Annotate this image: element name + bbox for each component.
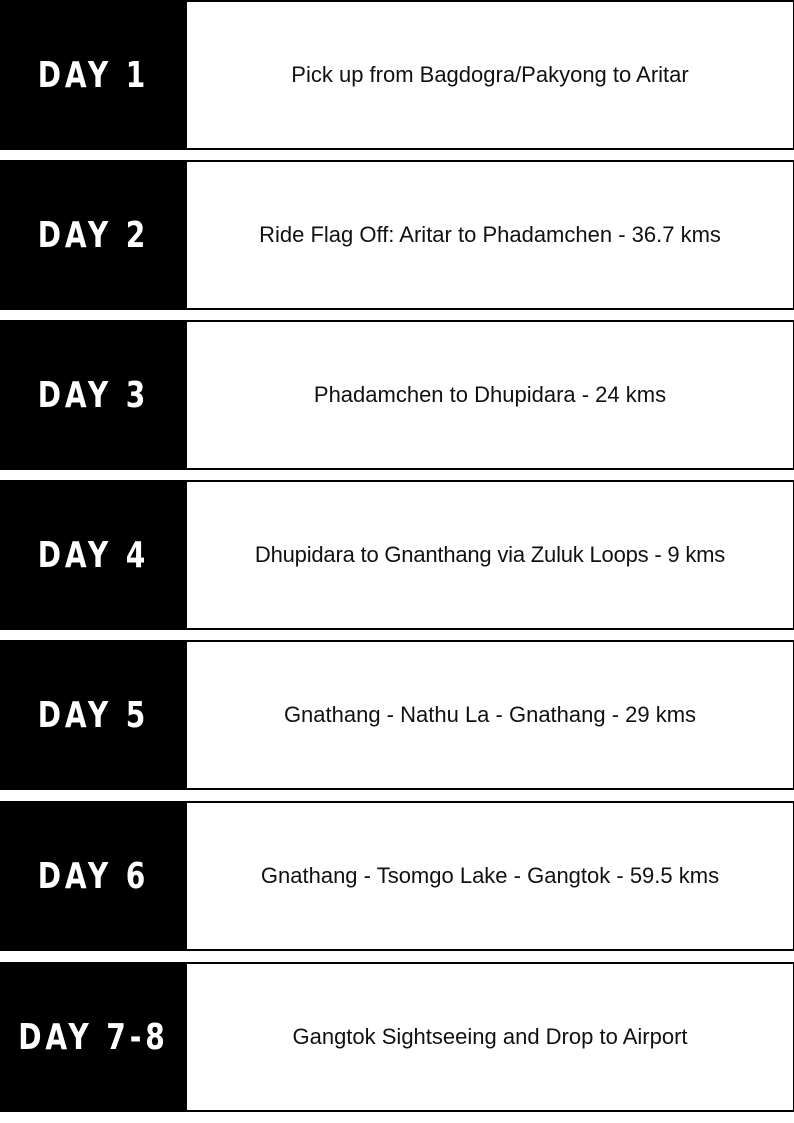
day-label: DAY 6: [37, 855, 150, 897]
day-label-block: [0, 160, 187, 310]
day-description: Dhupidara to Gnanthang via Zuluk Loops - 9 kms: [254, 542, 726, 567]
day-description: Pick up from Bagdogra/Pakyong to Aritar: [291, 62, 689, 87]
day-label-block: [0, 320, 187, 470]
day-label: DAY 3: [37, 374, 150, 416]
day-description: Gnathang - Nathu La - Gnathang - 29 kms: [283, 702, 697, 727]
itinerary-row-day-3: [0, 320, 794, 470]
day-label: DAY 4: [37, 534, 150, 576]
day-label-block: [0, 962, 187, 1112]
day-description: Gnathang - Tsomgo Lake - Gangtok - 59.5 kms: [260, 863, 720, 888]
day-description-box: [185, 962, 794, 1112]
day-description: Phadamchen to Dhupidara - 24 kms: [313, 382, 667, 407]
day-description: Gangtok Sightseeing and Drop to Airport: [292, 1024, 688, 1049]
day-description-box: [185, 160, 794, 310]
day-label: DAY 7-8: [18, 1016, 169, 1058]
itinerary-row-day-6: [0, 801, 794, 951]
day-description-box: [185, 640, 794, 790]
itinerary-row-day-5: [0, 640, 794, 790]
day-label: DAY 2: [37, 214, 150, 256]
day-label-block: [0, 480, 187, 630]
day-description-box: [185, 801, 794, 951]
itinerary-row-day-7-8: [0, 962, 794, 1112]
day-description-box: [185, 0, 794, 150]
day-label: DAY 1: [37, 54, 150, 96]
day-label-block: [0, 801, 187, 951]
day-label-block: [0, 0, 187, 150]
itinerary-row-day-1: [0, 0, 794, 150]
day-label: DAY 5: [37, 694, 150, 736]
day-description-box: [185, 320, 794, 470]
itinerary-row-day-4: [0, 480, 794, 630]
day-description-box: [185, 480, 794, 630]
day-label-block: [0, 640, 187, 790]
itinerary-row-day-2: [0, 160, 794, 310]
day-description: Ride Flag Off: Aritar to Phadamchen - 36.7 kms: [259, 222, 721, 247]
